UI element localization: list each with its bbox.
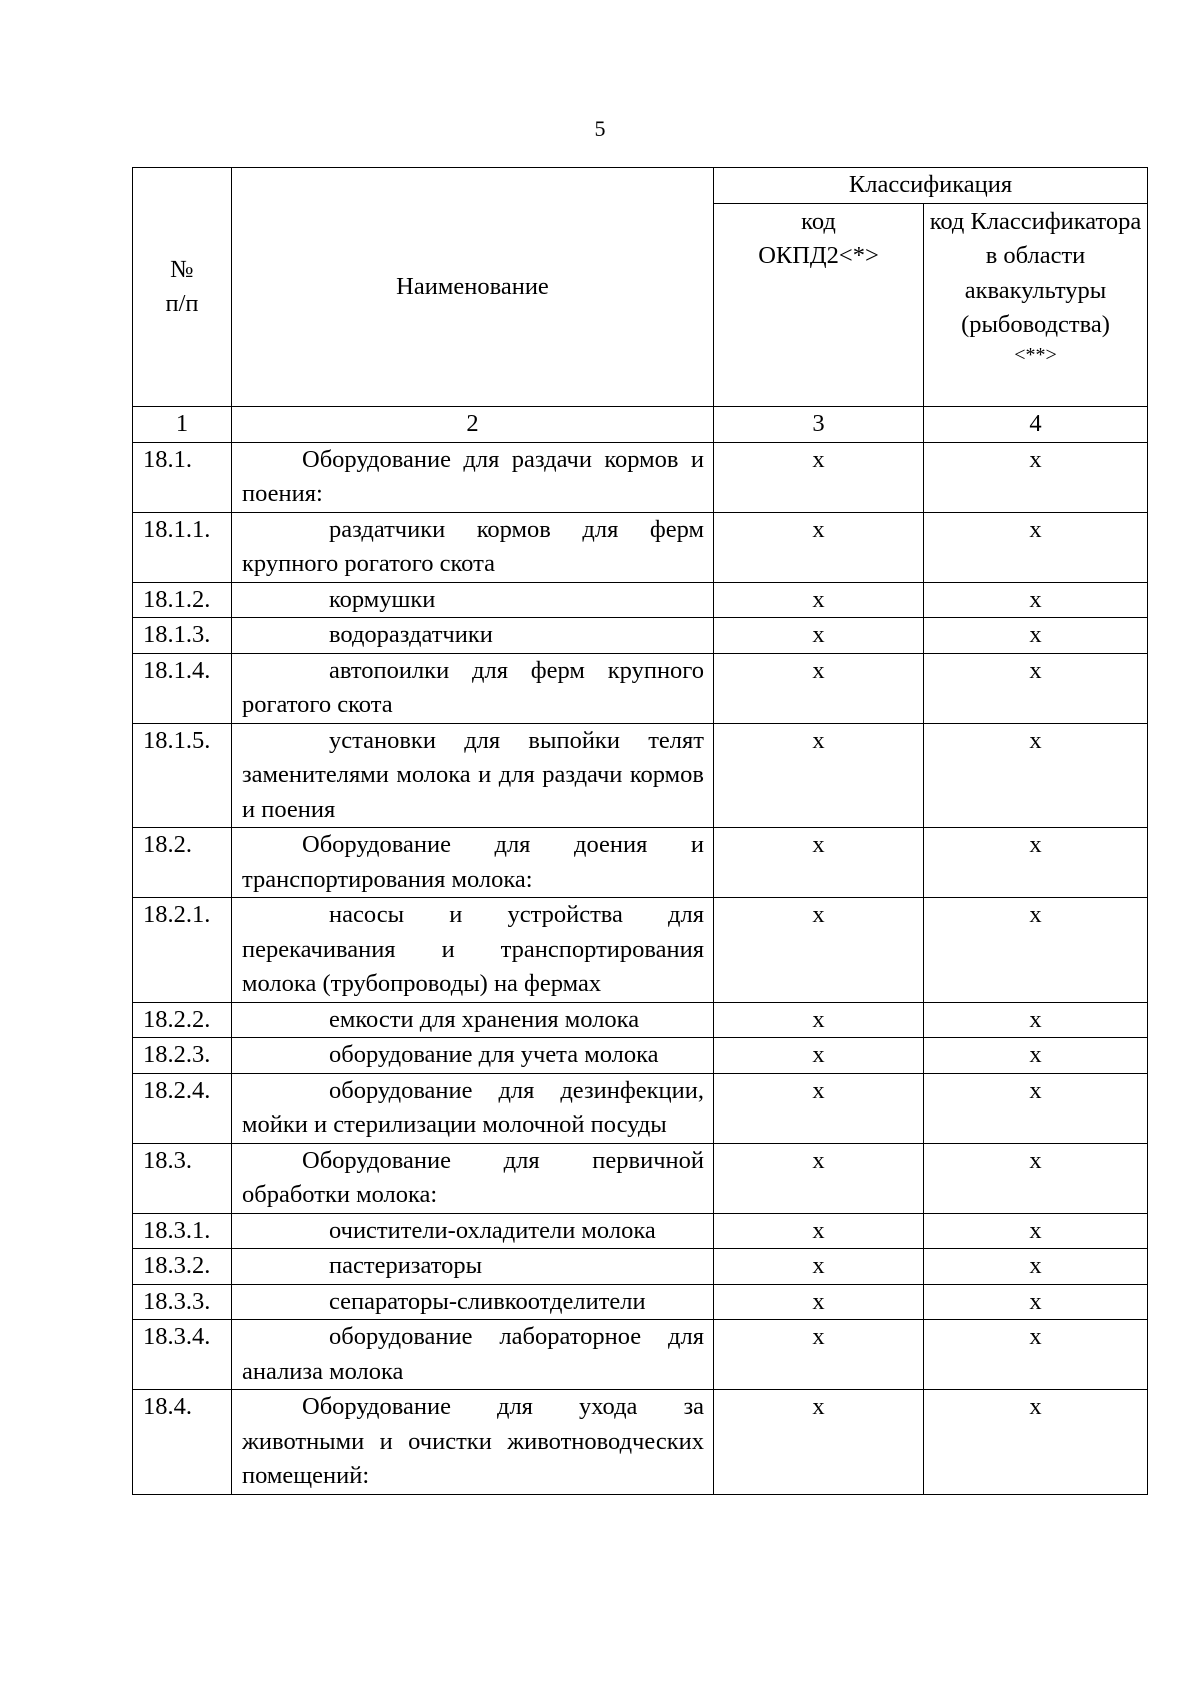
- column-index: 3: [714, 407, 924, 443]
- row-number: 18.2.3.: [133, 1038, 232, 1074]
- row-okpd-code: х: [714, 1143, 924, 1213]
- row-aqua-code: х: [924, 442, 1148, 512]
- row-name: автопоилки для ферм крупного рогатого скота: [232, 653, 714, 723]
- row-okpd-code: х: [714, 1038, 924, 1074]
- row-number: 18.2.2.: [133, 1002, 232, 1038]
- row-number: 18.3.1.: [133, 1213, 232, 1249]
- column-index: 1: [133, 407, 232, 443]
- table-row: [133, 1284, 1148, 1320]
- row-name: оборудование для учета молока: [232, 1038, 714, 1074]
- table-row: [133, 653, 1148, 723]
- row-okpd-code: х: [714, 1284, 924, 1320]
- row-name: Оборудование для раздачи кормов и поения:: [232, 442, 714, 512]
- row-aqua-code: х: [924, 1038, 1148, 1074]
- row-name: Оборудование для первичной обработки молока:: [232, 1143, 714, 1213]
- table-row: [133, 442, 1148, 512]
- row-okpd-code: х: [714, 582, 924, 618]
- column-index: 2: [232, 407, 714, 443]
- row-name: Оборудование для ухода за животными и очистки животноводческих помещений:: [232, 1390, 714, 1495]
- row-number: 18.1.5.: [133, 723, 232, 828]
- row-number: 18.3.3.: [133, 1284, 232, 1320]
- table-row: [133, 618, 1148, 654]
- row-okpd-code: х: [714, 828, 924, 898]
- header-row: [133, 168, 1148, 204]
- table-row: [133, 723, 1148, 828]
- row-okpd-code: х: [714, 898, 924, 1003]
- row-okpd-code: х: [714, 1213, 924, 1249]
- table-row: [133, 898, 1148, 1003]
- row-aqua-code: х: [924, 1002, 1148, 1038]
- table-row: [133, 1320, 1148, 1390]
- row-okpd-code: х: [714, 618, 924, 654]
- column-index-row: [133, 407, 1148, 443]
- row-okpd-code: х: [714, 1320, 924, 1390]
- row-name: пастеризаторы: [232, 1249, 714, 1285]
- row-name: установки для выпойки телят заменителями молока и для раздачи кормов и поения: [232, 723, 714, 828]
- row-aqua-code: х: [924, 1213, 1148, 1249]
- row-number: 18.3.4.: [133, 1320, 232, 1390]
- row-name: насосы и устройства для перекачивания и транспортирования молока (трубопроводы) на фермах: [232, 898, 714, 1003]
- row-number: 18.1.3.: [133, 618, 232, 654]
- column-index: 4: [924, 407, 1148, 443]
- row-number: 18.1.4.: [133, 653, 232, 723]
- page-number: 5: [594, 116, 606, 141]
- row-aqua-code: х: [924, 512, 1148, 582]
- row-okpd-code: х: [714, 1002, 924, 1038]
- row-aqua-code: х: [924, 582, 1148, 618]
- row-aqua-code: х: [924, 1143, 1148, 1213]
- row-name: Оборудование для доения и транспортирования молока:: [232, 828, 714, 898]
- header-aqua: код Классификатора в области аквакультуры (рыбоводства) <**>: [924, 203, 1148, 407]
- row-okpd-code: х: [714, 1073, 924, 1143]
- header-classification: Классификация: [714, 168, 1148, 204]
- row-aqua-code: х: [924, 653, 1148, 723]
- row-okpd-code: х: [714, 512, 924, 582]
- row-aqua-code: х: [924, 1249, 1148, 1285]
- header-okpd: код ОКПД2<*>: [714, 203, 924, 407]
- row-aqua-code: х: [924, 1390, 1148, 1495]
- row-name: емкости для хранения молока: [232, 1002, 714, 1038]
- row-number: 18.2.4.: [133, 1073, 232, 1143]
- table-row: [133, 1073, 1148, 1143]
- row-name: очистители-охладители молока: [232, 1213, 714, 1249]
- row-number: 18.4.: [133, 1390, 232, 1495]
- row-okpd-code: х: [714, 442, 924, 512]
- header-name: Наименование: [232, 168, 714, 407]
- row-number: 18.1.2.: [133, 582, 232, 618]
- table-row: [133, 1143, 1148, 1213]
- row-number: 18.2.1.: [133, 898, 232, 1003]
- table-row: [133, 1390, 1148, 1495]
- row-aqua-code: х: [924, 898, 1148, 1003]
- row-aqua-code: х: [924, 828, 1148, 898]
- row-okpd-code: х: [714, 1249, 924, 1285]
- row-aqua-code: х: [924, 618, 1148, 654]
- row-okpd-code: х: [714, 723, 924, 828]
- row-okpd-code: х: [714, 1390, 924, 1495]
- row-name: оборудование лабораторное для анализа молока: [232, 1320, 714, 1390]
- row-name: сепараторы-сливкоотделители: [232, 1284, 714, 1320]
- classification-table: [132, 167, 1148, 1495]
- row-aqua-code: х: [924, 1284, 1148, 1320]
- header-aqua-note: <**>: [1014, 343, 1057, 366]
- table-row: [133, 582, 1148, 618]
- row-number: 18.1.1.: [133, 512, 232, 582]
- row-name: раздатчики кормов для ферм крупного рогатого скота: [232, 512, 714, 582]
- table-row: [133, 512, 1148, 582]
- row-name: оборудование для дезинфекции, мойки и стерилизации молочной посуды: [232, 1073, 714, 1143]
- table-row: [133, 1038, 1148, 1074]
- row-number: 18.3.: [133, 1143, 232, 1213]
- row-aqua-code: х: [924, 723, 1148, 828]
- header-num: № п/п: [133, 168, 232, 407]
- table-row: [133, 828, 1148, 898]
- table-row: [133, 1213, 1148, 1249]
- row-name: кормушки: [232, 582, 714, 618]
- row-name: водораздатчики: [232, 618, 714, 654]
- table-row: [133, 1002, 1148, 1038]
- table-row: [133, 1249, 1148, 1285]
- row-number: 18.3.2.: [133, 1249, 232, 1285]
- row-number: 18.1.: [133, 442, 232, 512]
- row-aqua-code: х: [924, 1073, 1148, 1143]
- row-number: 18.2.: [133, 828, 232, 898]
- row-aqua-code: х: [924, 1320, 1148, 1390]
- row-okpd-code: х: [714, 653, 924, 723]
